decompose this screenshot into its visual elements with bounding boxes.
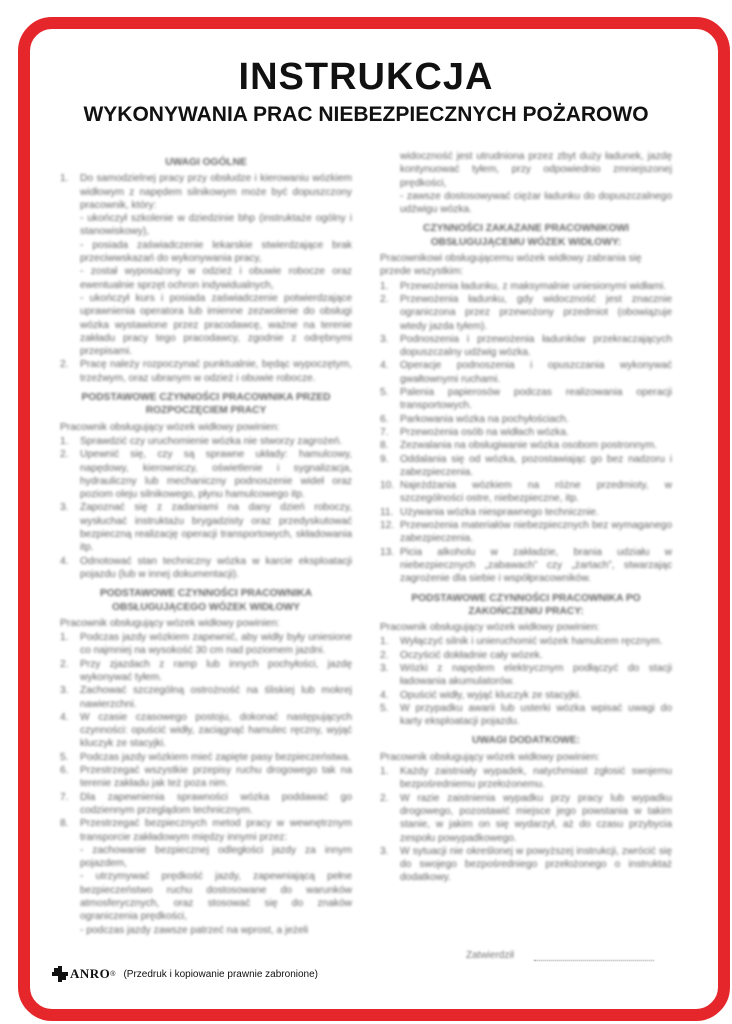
list-item xyxy=(60,631,352,658)
list-item-number: 2. xyxy=(380,792,389,804)
list-item-text: Operacje podnoszenia i opuszczania wykonywać gwałtownymi ruchami. xyxy=(400,360,672,385)
list-item xyxy=(380,439,672,452)
list-item xyxy=(380,546,672,586)
list-item-number: 1. xyxy=(60,632,69,644)
list-item-text: Zezwalania na obsługiwanie wózka osobom postronnym. xyxy=(400,440,658,452)
list-item xyxy=(380,413,672,426)
list-subitem: - został wyposażony w odzież i obuwie robocze oraz ewentualnie sprzęt ochron indywidualnych, xyxy=(80,266,352,291)
list-item-text: Zachować szczególną ostrożność na śliskiej lub mokrej nawierzchni. xyxy=(80,685,352,710)
list-item-text: Zapoznać się z zadaniami na dany dzień roboczy, wysłuchać instruktażu brygadzisty oraz przedyskutować bezpieczną realizację operacji transportowych, składowania itp. xyxy=(80,502,352,554)
list-item xyxy=(380,333,672,360)
list-item-text: Upewnić się, czy są sprawne układy: hamulcowy, napędowy, kierowniczy, oświetlenie i sygnalizacja, hydrauliczny lub mechaniczny podnoszenie wideł oraz poziom oleju silnikowego, płynu hamulcowego itp. xyxy=(80,449,352,501)
section-intro: Pracownikowi obsługującemu wózek widłowy zabrania się przede wszystkim: xyxy=(380,253,642,278)
list-item-text: Przewożenia ładunku, gdy widoczność jest znacznie ograniczona przez przewożony przedmiot (obowiązuje wtedy jazda tyłem). xyxy=(400,293,672,332)
list-item-number: 6. xyxy=(380,413,389,425)
page-title: INSTRUKCJA xyxy=(238,56,494,98)
left-text-column xyxy=(60,150,352,937)
list-item xyxy=(380,792,672,845)
list-item-number: 3. xyxy=(380,662,389,674)
list-item xyxy=(380,506,672,519)
list-subitem: - zawsze dostosowywać ciężar ładunku do dopuszczalnego udźwigu wózka. xyxy=(400,190,672,216)
list-item xyxy=(60,817,352,844)
list-item-number: 3. xyxy=(60,685,69,697)
section-heading: PODSTAWOWE CZYNNOŚCI PRACOWNIKA OBSŁUGUJĄCEGO WÓZEK WIDŁOWY xyxy=(99,588,313,613)
right-text-column xyxy=(380,150,672,885)
list-subitem: - posiada zaświadczenie lekarskie stwierdzające brak przeciwwskazań do wykonywania pracy, xyxy=(80,239,352,265)
section-intro: Pracownik obsługujący wózek widłowy powinien: xyxy=(380,622,600,634)
copyright-note: (Przedruk i kopiowanie prawnie zabronione) xyxy=(123,968,318,980)
brand-name: ANRO xyxy=(70,966,111,981)
list-item-text: Opuścić widły, wyjąć kluczyk ze stacyjki. xyxy=(400,689,582,701)
list-item-text: Oczyścić dokładnie cały wózek. xyxy=(400,649,543,661)
list-item-number: 7. xyxy=(380,426,389,438)
list-subitem: - ukończył szkolenie w dziedzinie bhp (instruktaże ogólny i stanowiskowy), xyxy=(80,213,352,238)
signature-line xyxy=(534,960,654,961)
list-item-number: 1. xyxy=(380,636,389,648)
list-item-number: 3. xyxy=(380,333,389,345)
list-item-text: Przewożenia osób na widłach wózka. xyxy=(400,426,569,438)
list-item xyxy=(60,751,352,764)
list-item xyxy=(380,293,672,333)
list-item xyxy=(60,448,352,501)
list-item-text: Podnoszenia i przewożenia ładunków przekraczających dopuszczalny udźwig wózka. xyxy=(400,333,672,359)
list-item-number: 9. xyxy=(380,453,389,465)
anro-logo xyxy=(52,966,115,982)
list-item-text: Odnotować stan techniczny wózka w karcie eksploatacji pojazdu (lub w innej dokumentacji). xyxy=(80,555,352,580)
list-item xyxy=(380,662,672,689)
list-item xyxy=(60,764,352,791)
list-item xyxy=(60,791,352,818)
list-item xyxy=(60,658,352,685)
list-item xyxy=(380,280,672,293)
list-item xyxy=(380,635,672,648)
list-subitem: - zachowanie bezpiecznej odległości jazdy za innym pojazdem, xyxy=(80,844,352,870)
list-item xyxy=(380,386,672,413)
list-subitem: - utrzymywać prędkość jazdy, zapewniającą pełne bezpieczeństwo ruchu dostosowane do warunków atmosferycznych, oraz stosować się do znaków ograniczenia prędkości, xyxy=(80,871,352,923)
section-heading: UWAGI OGÓLNE xyxy=(165,157,247,168)
list-item-number: 1. xyxy=(60,173,69,185)
list-item-number: 1. xyxy=(380,766,389,778)
list-item-number: 10. xyxy=(380,480,395,492)
list-item-text: W przypadku awarii lub usterki wózka wpisać uwagi do karty eksploatacji pojazdu. xyxy=(400,702,672,728)
section-intro: Pracownik obsługujący wózek widłowy powinien: xyxy=(380,751,600,763)
list-item xyxy=(380,426,672,439)
list-item xyxy=(380,359,672,386)
section-heading: PODSTAWOWE CZYNNOŚCI PRACOWNIKA PRZED ROZPOCZĘCIEM PRACY xyxy=(81,392,331,417)
list-item-number: 2. xyxy=(380,649,389,661)
list-item-text: Palenia papierosów podczas realizowania operacji transportowych. xyxy=(400,387,672,412)
list-item-text: Sprawdzić czy uruchomienie wózka nie stworzy zagrożeń. xyxy=(80,435,343,447)
list-item xyxy=(60,358,352,385)
section-heading: PODSTAWOWE CZYNNOŚCI PRACOWNIKA PO ZAKOŃCZENIU PRACY: xyxy=(411,592,641,617)
list-item-number: 13. xyxy=(380,546,395,558)
list-item-text: Każdy zaistniały wypadek, natychmiast zgłosić swojemu bezpośredniemu przełożonemu. xyxy=(400,766,672,791)
list-item-text: Parkowania wózka na pochyłościach. xyxy=(400,413,569,425)
list-item-text: W sytuacji nie określonej w powyższej instrukcji, zwrócić się do swojego bezpośredniego przełożonego o instruktaż dodatkowy. xyxy=(400,845,672,884)
registered-mark: ® xyxy=(110,970,116,978)
list-item-text: W czasie czasowego postoju, dokonać następujących czynności: opuścić widły, zaciągnąć hamulec ręczny, wyjąć kluczyk ze stacyjki. xyxy=(80,711,352,750)
list-item xyxy=(60,684,352,711)
list-item-number: 4. xyxy=(60,711,69,723)
list-item-text: Przestrzegać bezpiecznych metod pracy w wewnętrznym transporcie zakładowym między innymi przez: xyxy=(80,818,352,843)
list-subitem: widoczność jest utrudniona przez zbyt duży ładunek, jazdę kontynuować tyłem, przy odpowiednio zmniejszonej prędkości, xyxy=(400,151,672,189)
approval-label: Zatwierdził xyxy=(466,950,514,961)
anro-logo-icon xyxy=(52,966,68,982)
list-item-number: 4. xyxy=(380,360,389,372)
list-item xyxy=(60,435,352,448)
list-item-number: 2. xyxy=(60,359,69,371)
list-item-number: 1. xyxy=(380,280,389,292)
list-item-text: Oddalania się od wózka, pozostawiając go bez nadzoru i zabezpieczenia. xyxy=(400,453,672,478)
list-item-number: 8. xyxy=(60,818,69,830)
list-item xyxy=(380,649,672,662)
list-item-text: W razie zaistnienia wypadku przy pracy lub wypadku drogowego, pozostawić miejsce jego powstania w takim stanie, w jakim on się wydarzył, aż do czasu przybycia zespołu powypadkowego. xyxy=(400,792,672,844)
section-intro: Pracownik obsługujący wózek widłowy powinien: xyxy=(60,617,280,629)
list-item-number: 12. xyxy=(380,520,395,532)
list-item-text: Używania wózka niesprawnego technicznie. xyxy=(400,506,599,518)
list-item xyxy=(60,172,352,212)
list-item-text: Picia alkoholu w zakładzie, brania udziału w niebezpiecznych „zabawach” czy „żartach”, stwarzając zagrożenie dla siebie i współpracowników. xyxy=(400,546,672,585)
list-item-number: 5. xyxy=(60,751,69,763)
section-heading: CZYNNOŚCI ZAKAZANE PRACOWNIKOWI OBSŁUGUJĄCEMU WÓZEK WIDŁOWY: xyxy=(422,223,629,248)
page-subtitle: WYKONYWANIA PRAC NIEBEZPIECZNYCH POŻAROWO xyxy=(83,103,649,126)
list-item xyxy=(380,765,672,792)
list-item-number: 8. xyxy=(380,440,389,452)
list-item-text: Najeżdżania wózkiem na różne przedmioty, w szczególności ostre, niebezpieczne, itp. xyxy=(400,480,672,505)
list-item-text: Wózki z napędem elektrycznym podłączyć do stacji ładowania akumulatorów. xyxy=(400,662,672,688)
list-item-text: Wyłączyć silnik i unieruchomić wózek hamulcem ręcznym. xyxy=(400,636,663,648)
list-item-number: 1. xyxy=(60,435,69,447)
list-item-text: Przewożenia materiałów niebezpiecznych bez wymaganego zabezpieczenia. xyxy=(400,520,672,545)
list-item-number: 11. xyxy=(380,506,394,518)
list-item xyxy=(60,501,352,554)
list-subitem: - podczas jazdy zawsze patrzeć na wprost, a jeżeli xyxy=(80,924,309,936)
list-item-number: 3. xyxy=(60,502,69,514)
list-item-text: Pracę należy rozpoczynać punktualnie, będąc wypoczętym, trzeźwym, oraz ubranym w odzież i obuwie robocze. xyxy=(80,359,352,384)
list-subitem: - ukończył kurs i posiada zaświadczenie potwierdzające uprawnienia operatora lub imienne zezwolenie do obsługi wózka wystawione przez pracodawcę, ważne na terenie zakładu pracy tego pracodawcy, zgodnie z odrębnymi przepisami. xyxy=(80,292,352,358)
list-item-text: Podczas jazdy wózkiem zapewnić, aby widły były uniesione co najmniej na wysokość 30 cm nad poziomem jazdni. xyxy=(80,632,352,657)
list-item xyxy=(380,453,672,480)
list-item-text: Przy zjazdach z ramp lub innych pochyłości, jazdę wykonywać tyłem. xyxy=(80,658,352,683)
section-intro: Pracownik obsługujący wózek widłowy powinien: xyxy=(60,421,280,433)
list-item-number: 5. xyxy=(380,387,389,399)
list-item-number: 4. xyxy=(380,689,389,701)
list-item xyxy=(60,555,352,582)
list-item-number: 7. xyxy=(60,791,69,803)
list-item-number: 6. xyxy=(60,765,69,777)
list-item xyxy=(380,845,672,885)
list-item-number: 2. xyxy=(60,449,69,461)
list-item xyxy=(380,479,672,506)
list-item xyxy=(380,689,672,702)
list-item-text: Dla zapewnienia sprawności wózka poddawać go codziennym przeglądom technicznym. xyxy=(80,791,352,816)
footer xyxy=(52,966,318,982)
list-item-number: 2. xyxy=(60,658,69,670)
section-heading: UWAGI DODATKOWE: xyxy=(472,735,580,747)
list-item-text: Podczas jazdy wózkiem mieć zapięte pasy bezpieczeństwa. xyxy=(80,751,351,763)
list-item xyxy=(380,519,672,546)
list-item-text: Przewożenia ładunku, z maksymalnie uniesionymi widłami. xyxy=(400,280,667,292)
list-item-number: 2. xyxy=(380,293,389,305)
list-item-number: 5. xyxy=(380,702,389,714)
list-item-number: 3. xyxy=(380,845,389,857)
list-item-number: 4. xyxy=(60,555,69,567)
list-item xyxy=(380,702,672,729)
list-item-text: Do samodzielnej pracy przy obsłudze i kierowaniu wózkiem widłowym z napędem silnikowym może być dopuszczony pracownik, który: xyxy=(80,173,352,211)
list-item-text: Przestrzegać wszystkie przepisy ruchu drogowego tak na terenie zakładu jak też poza nim. xyxy=(80,765,352,790)
list-item xyxy=(60,711,352,751)
